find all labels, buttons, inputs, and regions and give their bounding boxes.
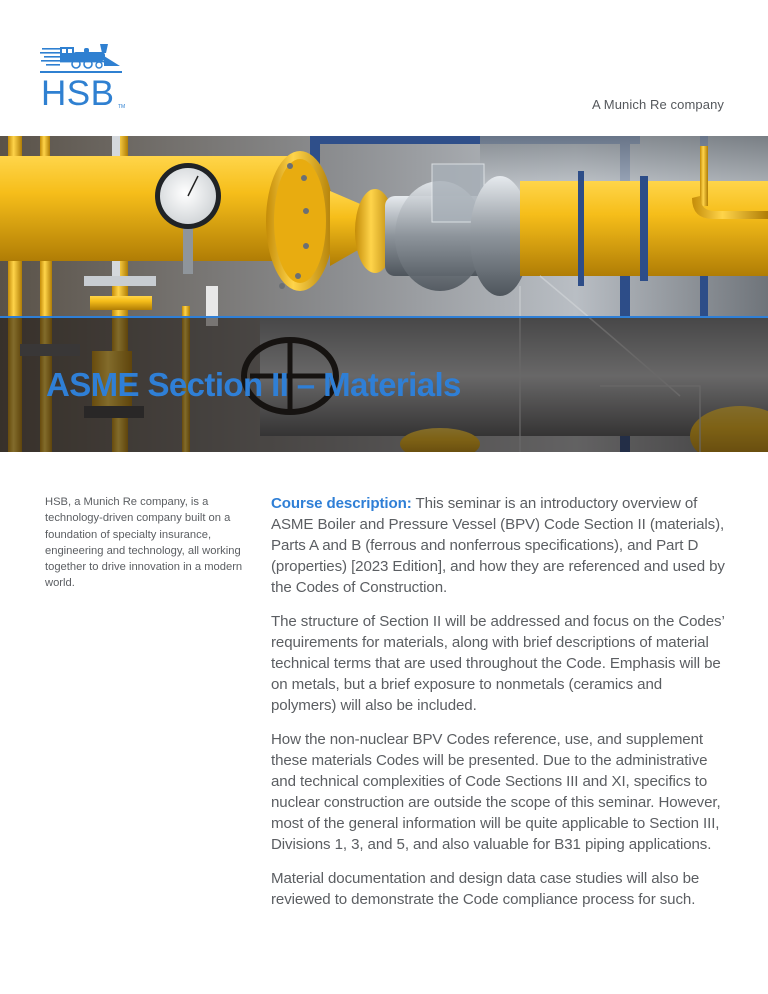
course-description <box>271 493 731 923</box>
company-about-blurb: HSB, a Munich Re company, is a technology-driven company built on a foundation of specialty insurance, engineering and technology, all working together to drive innovation in a modern world. <box>45 496 243 590</box>
hero-banner <box>0 136 768 452</box>
page-title: ASME Section II – Materials <box>46 366 461 403</box>
course-description-label: Course description: <box>271 495 412 512</box>
non-nuclear-codes-paragraph: How the non-nuclear BPV Codes reference, use, and supplement these materials Codes will be presented. Due to the administrative and technical complexities of Code Sections III and XI, specifics to nuclear construction are outside the scope of this seminar. However, most of the general information will be quite applicable to Section III, Divisions 1, 3, and 5, and also valuable for B31 piping applications. <box>271 731 721 853</box>
hsb-logo[interactable] <box>40 42 124 112</box>
course-description-paragraph <box>271 493 731 598</box>
section-structure-paragraph: The structure of Section II will be addressed and focus on the Codes’ requirements for materials, along with brief descriptions of material technical terms that are used throughout the Code. Emphasis will be on metals, but a brief exposure to nonmetals (ceramics and polymers) will also be included. <box>271 613 725 714</box>
trademark-mark: TM <box>118 104 126 110</box>
locomotive-icon <box>40 42 124 74</box>
paragraph-text: This seminar is an introductory overview of ASME Boiler and Pressure Vessel (BPV) Code Section II (materials), Parts A and B (ferrous and nonferrous specifications), and Part D (properties) [2023 Edition], and how they are referenced and used by the Codes of Construction. <box>271 495 725 596</box>
company-tagline: A Munich Re company <box>592 97 724 112</box>
case-studies-paragraph: Material documentation and design data case studies will also be reviewed to demonstrate the Code compliance process for such. <box>271 870 700 908</box>
logo-wordmark: HSB <box>41 74 115 113</box>
